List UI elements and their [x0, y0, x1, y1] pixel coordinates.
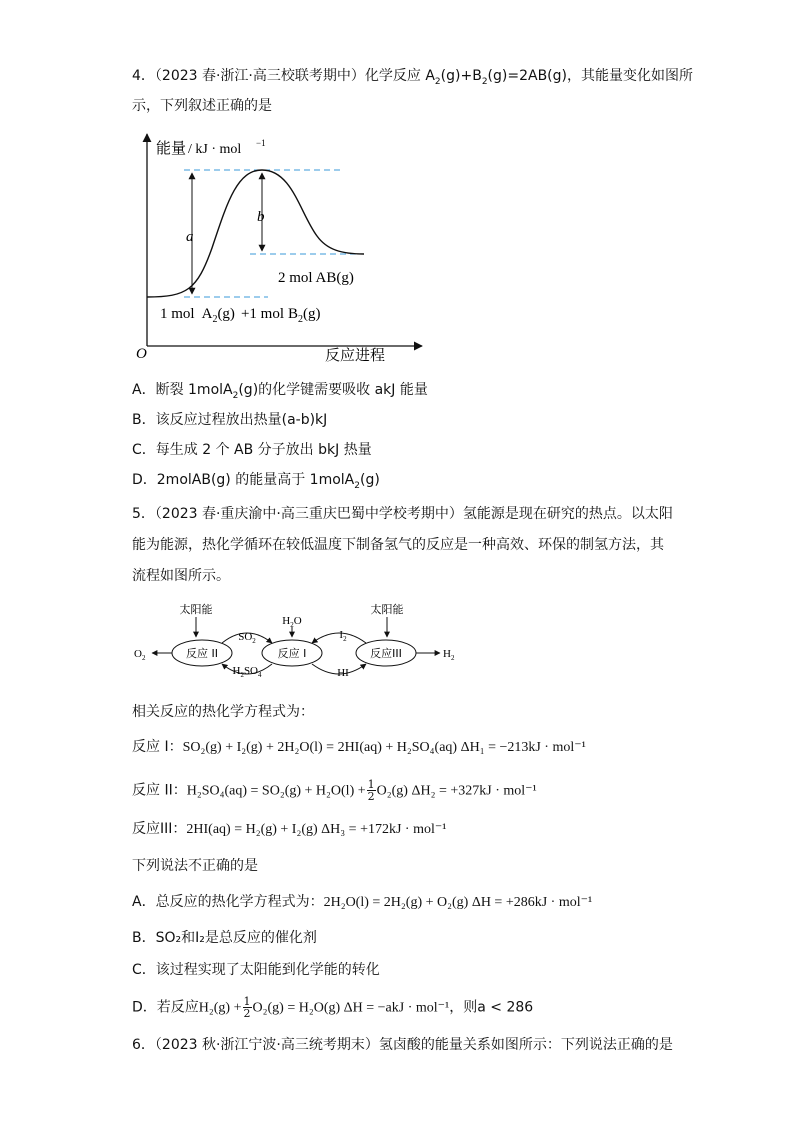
h2o-label: $H_2O$: [282, 615, 302, 629]
q4-option-b[interactable]: B．该反应过程放出热量(a-b)kJ: [132, 412, 328, 428]
h2-label: $H_2$: [443, 648, 455, 662]
xlabel: 反应进程: [325, 346, 386, 364]
label-a: a: [186, 229, 194, 245]
node-reaction-1-label: 反应 I: [277, 647, 307, 660]
q5-option-b[interactable]: B．SO₂和I₂是总反应的催化剂: [132, 930, 317, 946]
q4-stem-line2: 示，下列叙述正确的是: [132, 98, 272, 114]
solar-left: 太阳能: [179, 603, 213, 616]
q5-option-c[interactable]: C．该过程实现了太阳能到化学能的转化: [132, 962, 380, 978]
solar-right: 太阳能: [370, 603, 404, 616]
q4-option-c[interactable]: C．每生成 2 个 AB 分子放出 bkJ 热量: [132, 442, 372, 458]
q4-energy-diagram: [132, 128, 432, 368]
q5-stem-line3: 流程如图所示。: [132, 568, 230, 584]
hi-label: HI: [337, 667, 349, 679]
i2-label: $I_2$: [339, 629, 347, 643]
q4-option-d[interactable]: D．2molAB(g) 的能量高于 1molA$_2$(g): [132, 472, 380, 491]
q5-stem-line2: 能为能源，热化学循环在较低温度下制备氢气的反应是一种高效、环保的制氢方法，其: [132, 537, 664, 553]
q5-stem-line1: 5．（2023 春·重庆渝中·高三重庆巴蜀中学校考期中）氢能源是现在研究的热点。以太阳: [132, 506, 673, 522]
reactant-label: 1 mol $A_2(g) +1$ mol $B_2(g)$: [160, 306, 321, 325]
q5-eq2: 反应 II：H₂SO₄(aq) = SO₂(g) + H₂O(l) + $\frac{1}{2}$ O₂(g) ΔH₂ = +327kJ · mol⁻¹: [132, 778, 537, 803]
q4-stem-line1: 4．（2023 春·浙江·高三校联考期中）化学反应 $A_2(g)+B_2(g)=2AB(g)$，其能量变化如图所: [132, 68, 693, 87]
node-reaction-2-label: 反应 II: [186, 647, 218, 660]
o2-label: $O_2$: [134, 648, 146, 662]
q4-option-a[interactable]: A．断裂 1molA$_2$(g)的化学键需要吸收 akJ 能量: [132, 382, 428, 401]
q5-eq1: 反应 I：SO₂(g) + I₂(g) + 2H₂O(l) = 2HI(aq) + H₂SO₄(aq) ΔH₁ = −213kJ · mol⁻¹: [132, 739, 586, 755]
ylabel-sup: −1: [256, 138, 266, 148]
so2-label: $SO_2$: [238, 631, 256, 645]
label-b: b: [257, 209, 265, 225]
q5-eq-intro: 相关反应的热化学方程式为：: [132, 704, 314, 720]
h2so4-label: $H_2SO_4$: [232, 665, 262, 679]
ylabel-cn: 能量: [156, 139, 187, 157]
q5-option-a[interactable]: A．总反应的热化学方程式为：2H₂O(l) = 2H₂(g) + O₂(g) ΔH = +286kJ · mol⁻¹: [132, 894, 593, 910]
q5-ask: 下列说法不正确的是: [132, 858, 258, 874]
q5-option-d[interactable]: D．若反应H₂(g) + $\frac{1}{2}$ O₂(g) = H₂O(g) ΔH = −akJ · mol⁻¹，则a < 286: [132, 995, 534, 1020]
q5-eq3: 反应III：2HI(aq) = H₂(g) + I₂(g) ΔH₃ = +172kJ · mol⁻¹: [132, 821, 447, 837]
node-reaction-3-label: 反应III: [370, 647, 402, 660]
q5-flow-diagram: [130, 598, 470, 688]
product-label: 2 mol AB(g): [278, 270, 354, 286]
ylabel-unit: / kJ · mol: [188, 142, 242, 157]
q6-stem: 6．（2023 秋·浙江宁波·高三统考期末）氢卤酸的能量关系如图所示：下列说法正确的是: [132, 1037, 673, 1053]
origin-label: O: [136, 346, 147, 362]
